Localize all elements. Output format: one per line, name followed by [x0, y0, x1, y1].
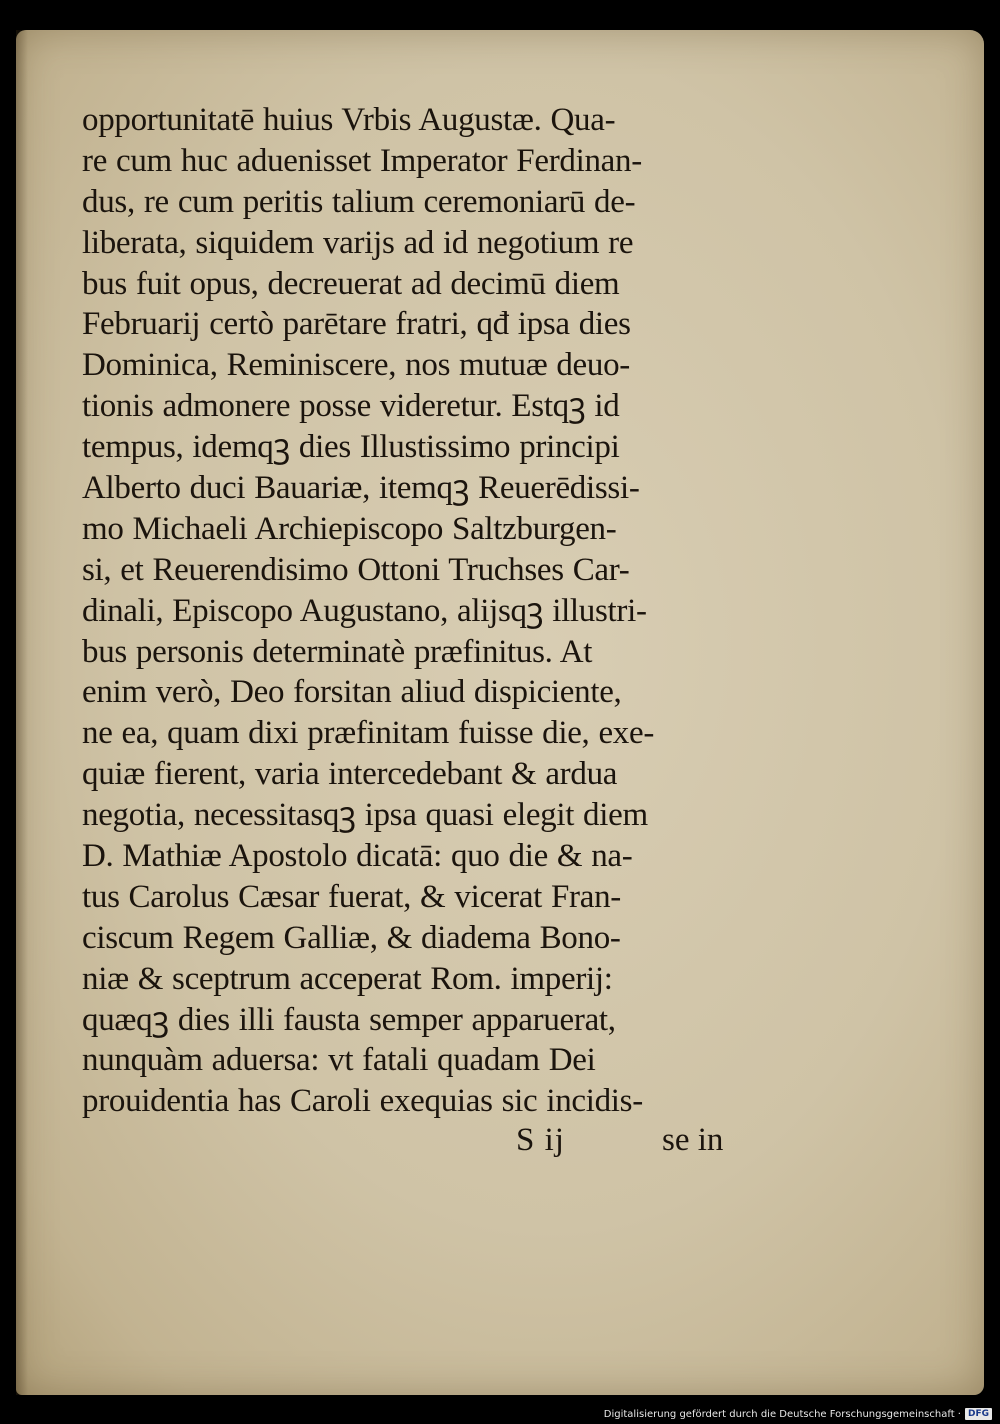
signature-mark: S ij [516, 1122, 565, 1158]
dfg-logo-icon: DFG [965, 1408, 992, 1420]
text-line: tempus, idemqꝫ dies Illustissimo principi [82, 429, 620, 466]
digitization-credit [604, 1408, 992, 1422]
text-line: ciscum Regem Galliæ, & diadema Bono- [82, 919, 621, 956]
text-line: quæqꝫ dies illi fausta semper apparuerat, [82, 1001, 616, 1038]
text-line: ne ea, quam dixi præfinitam fuisse die, exe- [82, 715, 655, 752]
text-line: tus Carolus Cæsar fuerat, & vicerat Fran- [82, 878, 621, 915]
text-line: dus, re cum peritis talium ceremoniarū de- [82, 183, 636, 220]
text-line: enim verò, Deo forsitan aliud dispiciente, [82, 674, 622, 711]
text-line: Februarij certò parētare fratri, qđ ipsa dies [82, 306, 631, 343]
credit-text: Digitalisierung gefördert durch die Deutsche Forschungsgemeinschaft · [603, 1409, 961, 1420]
text-line: si, et Reuerendisimo Ottoni Truchses Car- [82, 551, 630, 588]
catchword: se in [662, 1122, 724, 1158]
text-line: tionis admonere posse videretur. Estqꝫ id [82, 388, 620, 425]
page-gutter-shadow [16, 30, 28, 1395]
text-line: negotia, necessitasqꝫ ipsa quasi elegit diem [82, 797, 648, 834]
text-line: Dominica, Reminiscere, nos mutuæ deuo- [82, 347, 630, 384]
text-line: Alberto duci Bauariæ, itemqꝫ Reuerēdissi- [82, 470, 640, 507]
text-line: re cum huc aduenisset Imperator Ferdinan- [82, 142, 642, 179]
text-line: prouidentia has Caroli exequias sic incidis- [82, 1083, 643, 1120]
text-line: quiæ fierent, varia intercedebant & ardua [82, 756, 618, 793]
text-line: D. Mathiæ Apostolo dicatā: quo die & na- [82, 838, 633, 875]
text-line: bus personis determinatè præfinitus. At [82, 633, 593, 670]
page-footer [82, 1118, 772, 1162]
text-line: bus fuit opus, decreuerat ad decimū diem [82, 265, 620, 302]
text-line: nunquàm aduersa: vt fatali quadam Dei [82, 1042, 596, 1079]
text-line: liberata, siquidem varijs ad id negotium re [82, 224, 634, 261]
text-line: dinali, Episcopo Augustano, alijsqꝫ illustri- [82, 592, 647, 629]
text-line: opportunitatē huius Vrbis Augustæ. Qua- [82, 102, 616, 138]
text-line: mo Michaeli Archiepiscopo Saltzburgen- [82, 510, 617, 547]
body-text [82, 100, 772, 1122]
text-line: niæ & sceptrum acceperat Rom. imperij: [82, 960, 613, 997]
